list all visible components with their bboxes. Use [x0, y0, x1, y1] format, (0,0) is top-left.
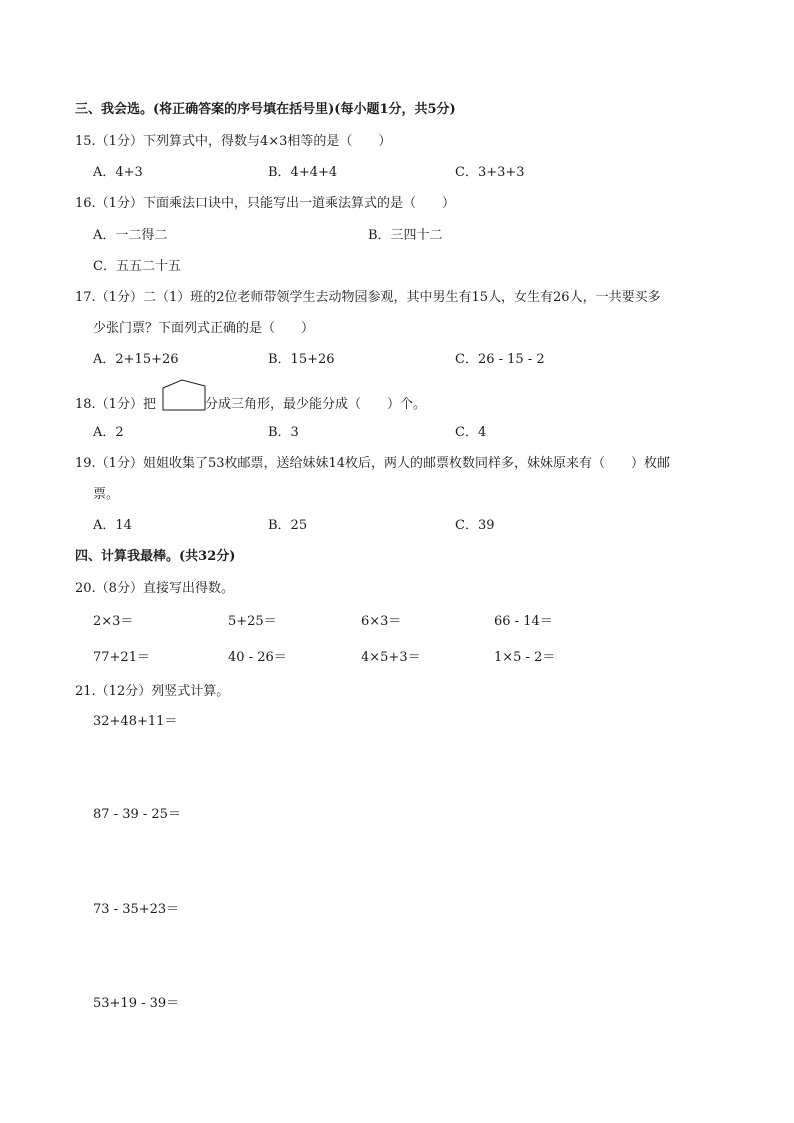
q20-item: 40 - 26＝	[228, 650, 287, 665]
q20-item: 4×5+3＝	[361, 650, 421, 665]
q15-option-a: A．4+3	[93, 165, 143, 180]
q18-option-c: C．4	[455, 425, 487, 440]
q17-option-a: A．2+15+26	[93, 352, 179, 367]
q19-option-a: A．14	[93, 518, 132, 533]
q15-stem: 15.（1分）下列算式中，得数与4×3相等的是（ ）	[75, 134, 392, 149]
q20-item: 77+21＝	[93, 650, 150, 665]
q19-option-b: B．25	[268, 518, 308, 533]
q21-item: 32+48+11＝	[93, 714, 178, 729]
q17-option-c: C．26 - 15 - 2	[455, 352, 545, 367]
q19-stem: 19.（1分）姐姐收集了53枚邮票，送给妹妹14枚后，两人的邮票枚数同样多，妹妹原来有（ ）枚邮	[75, 456, 671, 471]
q21-item: 53+19 - 39＝	[93, 996, 180, 1011]
q20-item: 5+25＝	[228, 614, 277, 629]
q16-option-c: C．五五二十五	[93, 259, 181, 274]
q16-option-a: A．一二得二	[93, 228, 168, 243]
q18-option-a: A．2	[93, 425, 124, 440]
pentagon-shape	[162, 379, 206, 411]
q21-item: 87 - 39 - 25＝	[93, 807, 181, 822]
q20-item: 66 - 14＝	[494, 614, 553, 629]
q17-stem: 17.（1分）二（1）班的2位老师带领学生去动物园参观，其中男生有15人，女生有26人，一共要买多	[75, 290, 661, 305]
q19-stem-cont: 票。	[93, 487, 120, 502]
q15-option-c: C．3+3+3	[455, 165, 525, 180]
q21-stem: 21.（12分）列竖式计算。	[75, 684, 230, 699]
q16-option-b: B．三四十二	[368, 228, 443, 243]
q18-stem-post: 分成三角形，最少能分成（ ）个。	[205, 397, 427, 412]
section3-title: 三、我会选。(将正确答案的序号填在括号里)(每小题1分，共5分)	[75, 102, 456, 117]
q21-item: 73 - 35+23＝	[93, 902, 180, 917]
q20-item: 6×3＝	[361, 614, 402, 629]
q18-stem-pre: 18.（1分）把	[75, 397, 156, 412]
q20-stem: 20.（8分）直接写出得数。	[75, 581, 234, 596]
q15-option-b: B．4+4+4	[268, 165, 338, 180]
q18-option-b: B．3	[268, 425, 299, 440]
section4-title: 四、计算我最棒。(共32分)	[75, 549, 236, 564]
q17-option-b: B．15+26	[268, 352, 335, 367]
q16-stem: 16.（1分）下面乘法口诀中，只能写出一道乘法算式的是（ ）	[75, 196, 455, 211]
q17-stem-cont: 少张门票？下面列式正确的是（ ）	[93, 321, 315, 336]
q20-item: 2×3＝	[93, 614, 134, 629]
q19-option-c: C．39	[455, 518, 495, 533]
q20-item: 1×5 - 2＝	[494, 650, 556, 665]
